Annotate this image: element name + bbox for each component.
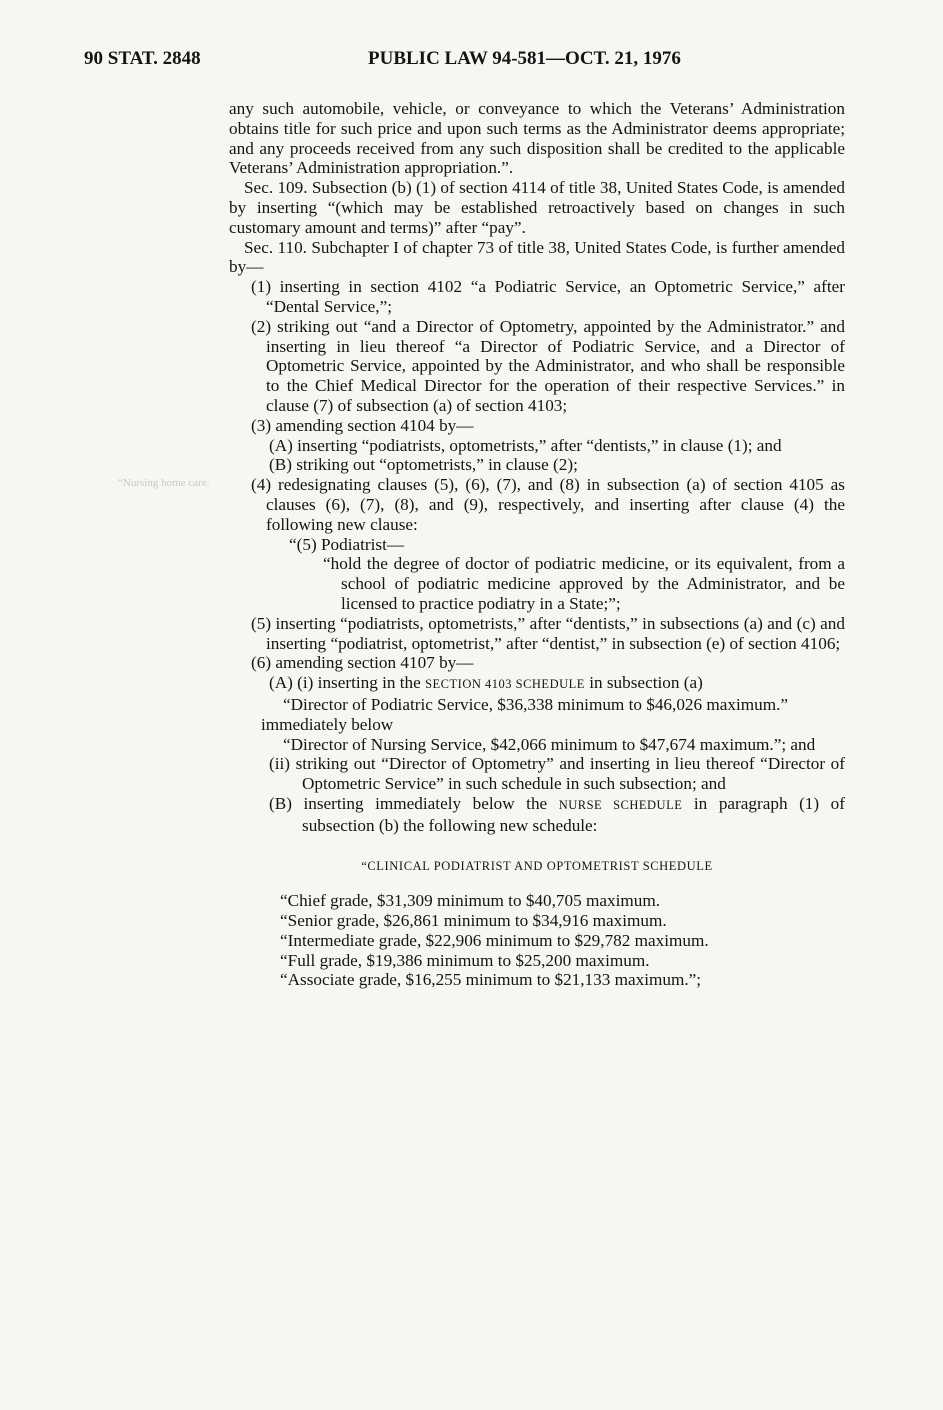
quoted-director-nursing: “Director of Nursing Service, $42,066 minimum to $47,674 maximum.”; and bbox=[283, 734, 816, 754]
body-text bbox=[229, 99, 845, 990]
margin-note: “Nursing home care. bbox=[118, 477, 210, 489]
schedule-table bbox=[229, 891, 845, 990]
clause-6: (6) amending section 4107 by— bbox=[251, 653, 474, 673]
clause-1: (1) inserting in section 4102 “a Podiatric Service, an Optometric Service,” after “Dental Service,”; bbox=[251, 277, 845, 316]
running-head: PUBLIC LAW 94-581—OCT. 21, 1976 bbox=[368, 48, 681, 69]
clause-3-b: (B) striking out “optometrists,” in clause (2); bbox=[269, 455, 578, 475]
clause-2: (2) striking out “and a Director of Optometry, appointed by the Administrator.” and inserting in lieu thereof “a Director of Podiatric Service, and a Director of Optometric Service, appointed by the Administrator, and who shall be responsible to the Chief Medical Director for the operation of their respective Services.” in clause (7) of subsection (a) of section 4103; bbox=[251, 316, 845, 415]
schedule-row: “Chief grade, $31,309 minimum to $40,705 maximum. bbox=[280, 891, 660, 911]
clause-3: (3) amending section 4104 by— bbox=[251, 415, 474, 435]
nurse-schedule-smallcaps: NURSE SCHEDULE bbox=[558, 797, 683, 812]
schedule-row: “Intermediate grade, $22,906 minimum to $29,782 maximum. bbox=[280, 930, 709, 950]
clause-5: (5) inserting “podiatrists, optometrists,” after “dentists,” in subsections (a) and (c) and inserting “podiatrist, optometrist,” after “dentist,” in subsection (e) of section 4106; bbox=[251, 613, 845, 653]
schedule-heading: “CLINICAL PODIATRIST AND OPTOMETRIST SCHEDULE bbox=[361, 859, 713, 874]
page-header bbox=[84, 48, 845, 78]
podiatrist-definition: “hold the degree of doctor of podiatric medicine, or its equivalent, from a school of podiatric medicine approved by the Administrator, and be licensed to practice podiatry in a State;”; bbox=[323, 554, 845, 613]
clause-6-a-ii: (ii) striking out “Director of Optometry” and inserting in lieu thereof “Director of Optometric Service” in such schedule in such subsection; and bbox=[269, 754, 845, 794]
paragraph: any such automobile, vehicle, or conveyance to which the Veterans’ Administration obtains title for such price and upon such terms as the Administrator deems appropriate; and any proceeds received from any such disposition shall be credited to the applicable Veterans’ Administration appropriation.”. bbox=[229, 99, 845, 178]
schedule-row: “Associate grade, $16,255 minimum to $21,133 maximum.”; bbox=[280, 970, 702, 990]
quoted-director-podiatric: “Director of Podiatric Service, $36,338 minimum to $46,026 maximum.” bbox=[283, 694, 789, 714]
clause-6-a-i: (A) (i) inserting in the SECTION 4103 SCHEDULE in subsection (a) bbox=[269, 673, 703, 693]
statute-page-number: 90 STAT. 2848 bbox=[84, 48, 201, 69]
schedule-row: “Full grade, $19,386 minimum to $25,200 maximum. bbox=[280, 950, 650, 970]
section-110: Sec. 110. Subchapter I of chapter 73 of title 38, United States Code, is further amended by— bbox=[229, 237, 845, 277]
section-schedule-smallcaps: SECTION 4103 SCHEDULE bbox=[425, 677, 585, 692]
clause-3-a: (A) inserting “podiatrists, optometrists,” after “dentists,” in clause (1); and bbox=[269, 435, 782, 455]
clause-6-b: (B) inserting immediately below the NURSE SCHEDULE in paragraph (1) of subsection (b) the following new schedule: bbox=[269, 793, 845, 835]
podiatrist-heading: “(5) Podiatrist— bbox=[289, 534, 405, 554]
immediately-below: immediately below bbox=[261, 714, 394, 734]
section-109: Sec. 109. Subsection (b) (1) of section 4114 of title 38, United States Code, is amended by inserting “(which may be established retroactively based on changes in such customary amount and terms)” after “pay”. bbox=[229, 178, 845, 237]
clause-4: (4) redesignating clauses (5), (6), (7), and (8) in subsection (a) of section 4105 as clauses (6), (7), (8), and (9), respectively, and inserting after clause (4) the following new clause: bbox=[251, 475, 845, 534]
schedule-row: “Senior grade, $26,861 minimum to $34,916 maximum. bbox=[280, 911, 667, 931]
